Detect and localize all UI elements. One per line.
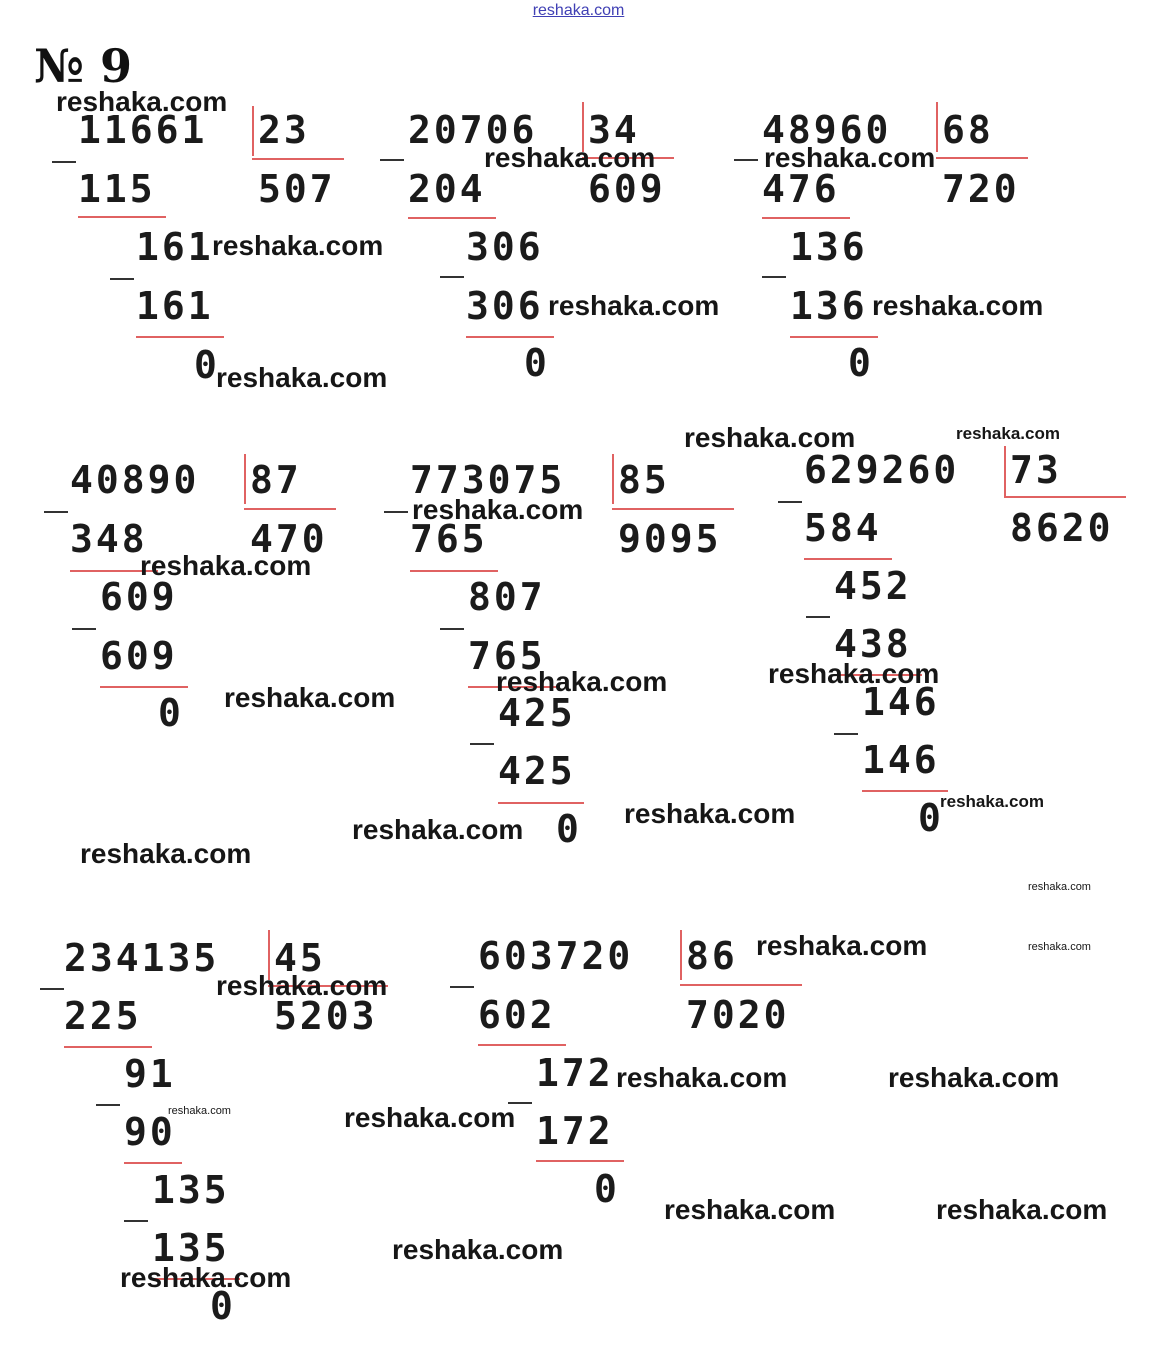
watermark-text: reshaka.com (872, 290, 1044, 321)
division-bar-vertical (936, 102, 938, 152)
subtraction-line (498, 802, 584, 804)
watermark-text: reshaka.com (216, 970, 388, 1001)
subtraction-line (124, 1162, 182, 1164)
quotient: 507 (258, 167, 336, 211)
minus-sign (110, 278, 134, 280)
watermark-text: reshaka.com (140, 550, 312, 581)
remainder: 807 (468, 575, 546, 619)
watermark-text: reshaka.com (352, 814, 524, 845)
watermark-text: reshaka.com (616, 1062, 788, 1093)
division-bar-horizontal (680, 984, 802, 986)
minus-sign (40, 988, 64, 990)
subtraction-line (466, 336, 554, 338)
remainder: 306 (466, 225, 544, 269)
divisor: 23 (258, 108, 310, 152)
quotient: 470 (250, 517, 328, 561)
subtrahend: 602 (478, 993, 556, 1037)
divisor: 73 (1010, 448, 1062, 492)
dividend: 603720 (478, 934, 634, 978)
subtrahend: 90 (124, 1110, 176, 1154)
minus-sign (52, 161, 76, 163)
minus-sign (384, 511, 408, 513)
remainder: 146 (862, 680, 940, 724)
subtraction-line (78, 216, 166, 218)
watermark-text: reshaka.com (120, 1262, 292, 1293)
subtrahend: 306 (466, 284, 544, 328)
watermark-text: reshaka.com (940, 792, 1044, 811)
subtrahend: 425 (498, 749, 576, 793)
subtrahend: 438 (834, 622, 912, 666)
subtrahend: 146 (862, 738, 940, 782)
remainder: 161 (136, 225, 214, 269)
subtraction-line (790, 336, 878, 338)
watermark-text: reshaka.com (224, 682, 396, 713)
remainder: 609 (100, 575, 178, 619)
watermark-text: reshaka.com (888, 1062, 1060, 1093)
minus-sign (96, 1104, 120, 1106)
dividend: 773075 (410, 458, 566, 502)
dividend: 48960 (762, 108, 892, 152)
watermark-text: reshaka.com (936, 1194, 1108, 1225)
divisor: 85 (618, 458, 670, 502)
subtraction-line (136, 336, 224, 338)
division-bar-horizontal (244, 508, 336, 510)
subtrahend: 348 (70, 517, 148, 561)
subtrahend: 765 (410, 517, 488, 561)
remainder: 425 (498, 691, 576, 735)
subtrahend: 172 (536, 1109, 614, 1153)
watermark-text: reshaka.com (216, 362, 388, 393)
subtrahend: 136 (790, 284, 868, 328)
subtrahend: 135 (152, 1226, 230, 1270)
subtraction-line (100, 686, 188, 688)
final-remainder: 0 (158, 691, 184, 735)
top-site-link[interactable]: reshaka.com (532, 2, 625, 19)
minus-sign (440, 276, 464, 278)
subtraction-line (64, 1046, 152, 1048)
dividend: 629260 (804, 448, 960, 492)
watermark-text: reshaka.com (484, 142, 656, 173)
division-bar-vertical (680, 930, 682, 980)
final-remainder: 0 (918, 796, 944, 840)
subtraction-line (478, 1044, 566, 1046)
remainder: 452 (834, 564, 912, 608)
subtraction-line (410, 570, 498, 572)
division-bar-vertical (252, 106, 254, 156)
subtraction-line (862, 790, 948, 792)
final-remainder: 0 (194, 343, 220, 387)
subtrahend: 609 (100, 634, 178, 678)
watermark-text: reshaka.com (56, 86, 228, 117)
dividend: 234135 (64, 936, 220, 980)
subtrahend: 225 (64, 994, 142, 1038)
subtrahend: 584 (804, 506, 882, 550)
watermark-text: reshaka.com (392, 1234, 564, 1265)
watermark-text: reshaka.com (1028, 881, 1091, 893)
minus-sign (440, 628, 464, 630)
dividend: 11661 (78, 108, 208, 152)
minus-sign (778, 501, 802, 503)
subtraction-line (804, 558, 892, 560)
divisor: 68 (942, 108, 994, 152)
minus-sign (44, 511, 68, 513)
minus-sign (834, 733, 858, 735)
task-number-heading: № 9 (34, 39, 133, 93)
minus-sign (450, 986, 474, 988)
division-bar-horizontal (1004, 496, 1126, 498)
minus-sign (806, 616, 830, 618)
division-bar-vertical (244, 454, 246, 504)
subtraction-line (536, 1160, 624, 1162)
final-remainder: 0 (210, 1284, 236, 1328)
watermark-text: reshaka.com (344, 1102, 516, 1133)
quotient: 9095 (618, 517, 722, 561)
quotient: 8620 (1010, 506, 1114, 550)
final-remainder: 0 (556, 807, 582, 851)
watermark-text: reshaka.com (496, 666, 668, 697)
remainder: 91 (124, 1052, 176, 1096)
minus-sign (72, 628, 96, 630)
watermark-text: reshaka.com (764, 142, 936, 173)
quotient: 7020 (686, 993, 790, 1037)
divisor: 34 (588, 108, 640, 152)
subtraction-line (408, 217, 496, 219)
division-bar-horizontal (936, 157, 1028, 159)
minus-sign (380, 159, 404, 161)
minus-sign (762, 276, 786, 278)
watermark-text: reshaka.com (664, 1194, 836, 1225)
remainder: 135 (152, 1168, 230, 1212)
dividend: 20706 (408, 108, 538, 152)
subtrahend: 115 (78, 167, 156, 211)
watermark-text: reshaka.com (956, 424, 1060, 443)
subtraction-line (762, 217, 850, 219)
final-remainder: 0 (594, 1167, 620, 1211)
divisor: 87 (250, 458, 302, 502)
watermark-text: reshaka.com (412, 494, 584, 525)
division-bar-vertical (1004, 446, 1006, 496)
quotient: 609 (588, 167, 666, 211)
dividend: 40890 (70, 458, 200, 502)
watermark-text: reshaka.com (684, 422, 856, 453)
division-bar-horizontal (612, 508, 734, 510)
quotient: 5203 (274, 994, 378, 1038)
watermark-text: reshaka.com (1028, 941, 1091, 953)
watermark-text: reshaka.com (756, 930, 928, 961)
final-remainder: 0 (524, 341, 550, 385)
subtrahend: 161 (136, 284, 214, 328)
subtrahend: 765 (468, 634, 546, 678)
watermark-text: reshaka.com (80, 838, 252, 869)
watermark-text: reshaka.com (768, 658, 940, 689)
minus-sign (734, 159, 758, 161)
minus-sign (124, 1220, 148, 1222)
watermark-text: reshaka.com (168, 1105, 231, 1117)
divisor: 45 (274, 936, 326, 980)
remainder: 172 (536, 1051, 614, 1095)
subtrahend: 204 (408, 167, 486, 211)
subtrahend: 476 (762, 167, 840, 211)
watermark-text: reshaka.com (212, 230, 384, 261)
division-bar-horizontal (252, 158, 344, 160)
division-bar-vertical (612, 454, 614, 504)
divisor: 86 (686, 934, 738, 978)
watermark-text: reshaka.com (624, 798, 796, 829)
quotient: 720 (942, 167, 1020, 211)
final-remainder: 0 (848, 341, 874, 385)
watermark-text: reshaka.com (548, 290, 720, 321)
minus-sign (470, 743, 494, 745)
remainder: 136 (790, 225, 868, 269)
